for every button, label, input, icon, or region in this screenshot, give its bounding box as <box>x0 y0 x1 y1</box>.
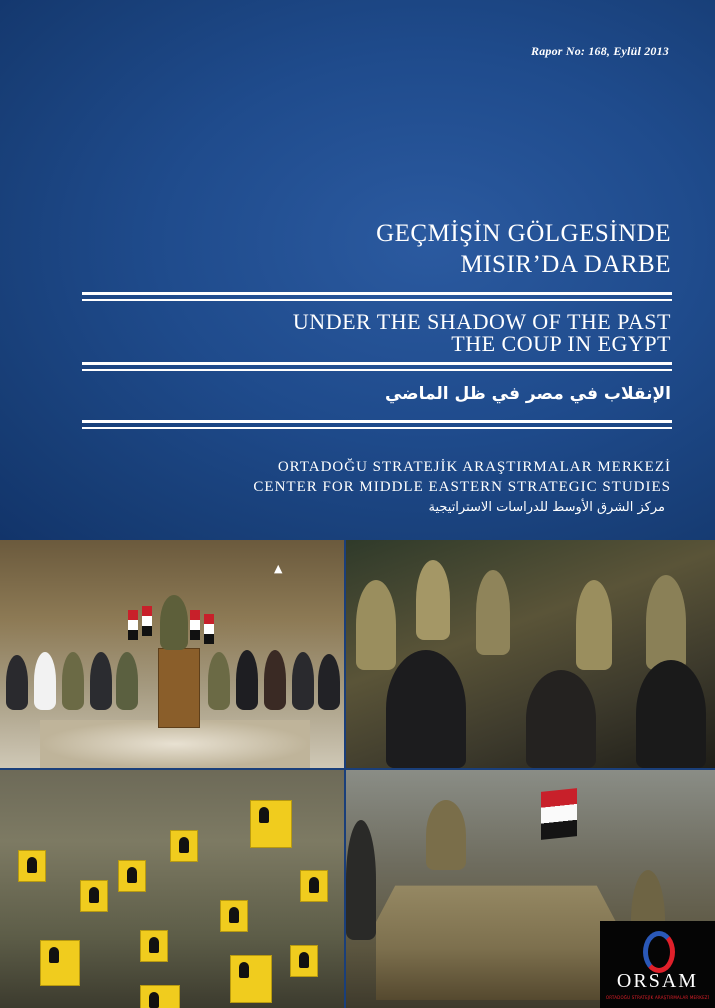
photo-protest-crowd <box>0 770 344 1008</box>
rabia-sign-icon <box>230 955 272 1003</box>
police-figure <box>476 570 510 655</box>
title-turkish-line-1: GEÇMİŞİN GÖLGESİNDE <box>376 220 671 247</box>
orsam-name: ORSAM <box>616 970 699 992</box>
egypt-flag-icon <box>541 788 577 840</box>
center-name-english: CENTER FOR MIDDLE EASTERN STRATEGIC STUDIES <box>253 479 671 495</box>
seated-figure <box>292 652 314 710</box>
police-figure <box>416 560 450 640</box>
title-english <box>293 311 671 355</box>
rabia-sign-icon <box>40 940 80 986</box>
rabia-sign-icon <box>140 985 180 1008</box>
photo-military-announcement <box>0 540 344 768</box>
rabia-sign-icon <box>220 900 248 932</box>
center-name-turkish: ORTADOĞU STRATEJİK ARAŞTIRMALAR MERKEZİ <box>277 459 671 475</box>
seated-figure <box>318 654 340 710</box>
rabia-sign-icon <box>170 830 198 862</box>
orsam-subtitle: ORTADOĞU STRATEJİK ARAŞTIRMALAR MERKEZİ <box>605 995 710 1000</box>
seated-figure <box>34 652 56 710</box>
egypt-flag-icon <box>190 610 200 640</box>
seated-figure <box>264 650 286 710</box>
seated-figure <box>62 652 84 710</box>
egypt-flag-icon <box>142 606 152 636</box>
orsam-logo <box>600 921 715 1008</box>
title-arabic: الإنقلاب في مصر في ظل الماضي <box>384 384 671 404</box>
egypt-flag-icon <box>128 610 138 640</box>
report-number: Rapor No: 168, Eylül 2013 <box>530 44 669 58</box>
podium <box>158 648 200 728</box>
rabia-sign-icon <box>80 880 108 912</box>
tv-channel-logo: ▲ <box>274 562 283 575</box>
soldier-figure <box>346 820 376 940</box>
photo-security-forces <box>346 540 715 768</box>
divider-rule <box>82 420 672 429</box>
title-english-line-2: THE COUP IN EGYPT <box>451 331 671 356</box>
rabia-sign-icon <box>300 870 328 902</box>
title-english-line-1: UNDER THE SHADOW OF THE PAST <box>292 309 671 334</box>
title-turkish <box>376 218 671 280</box>
seated-figure <box>208 652 230 710</box>
center-name-arabic: مركز الشرق الأوسط للدراسات الاستراتيجية <box>428 500 665 515</box>
police-figure <box>356 580 396 670</box>
seated-figure <box>90 652 112 710</box>
egypt-flag-icon <box>204 614 214 644</box>
rabia-sign-icon <box>250 800 292 848</box>
police-figure <box>646 575 686 670</box>
armored-vehicle <box>376 870 616 1000</box>
rabia-sign-icon <box>140 930 168 962</box>
soldier-figure <box>426 800 466 870</box>
seated-figure <box>6 655 28 710</box>
divider-rule <box>82 362 672 371</box>
seated-figure <box>236 650 258 710</box>
civilian-figure <box>636 660 706 768</box>
rabia-sign-icon <box>118 860 146 892</box>
rabia-sign-icon <box>290 945 318 977</box>
rabia-sign-icon <box>18 850 46 882</box>
officer-figure <box>386 650 466 768</box>
civilian-figure <box>526 670 596 768</box>
speaker-figure <box>160 595 188 650</box>
divider-rule <box>82 292 672 301</box>
police-figure <box>576 580 612 670</box>
seated-figure <box>116 652 138 710</box>
title-turkish-line-2: MISIR’DA DARBE <box>460 251 671 278</box>
center-name <box>253 457 671 497</box>
orsam-ring-icon <box>643 931 675 973</box>
